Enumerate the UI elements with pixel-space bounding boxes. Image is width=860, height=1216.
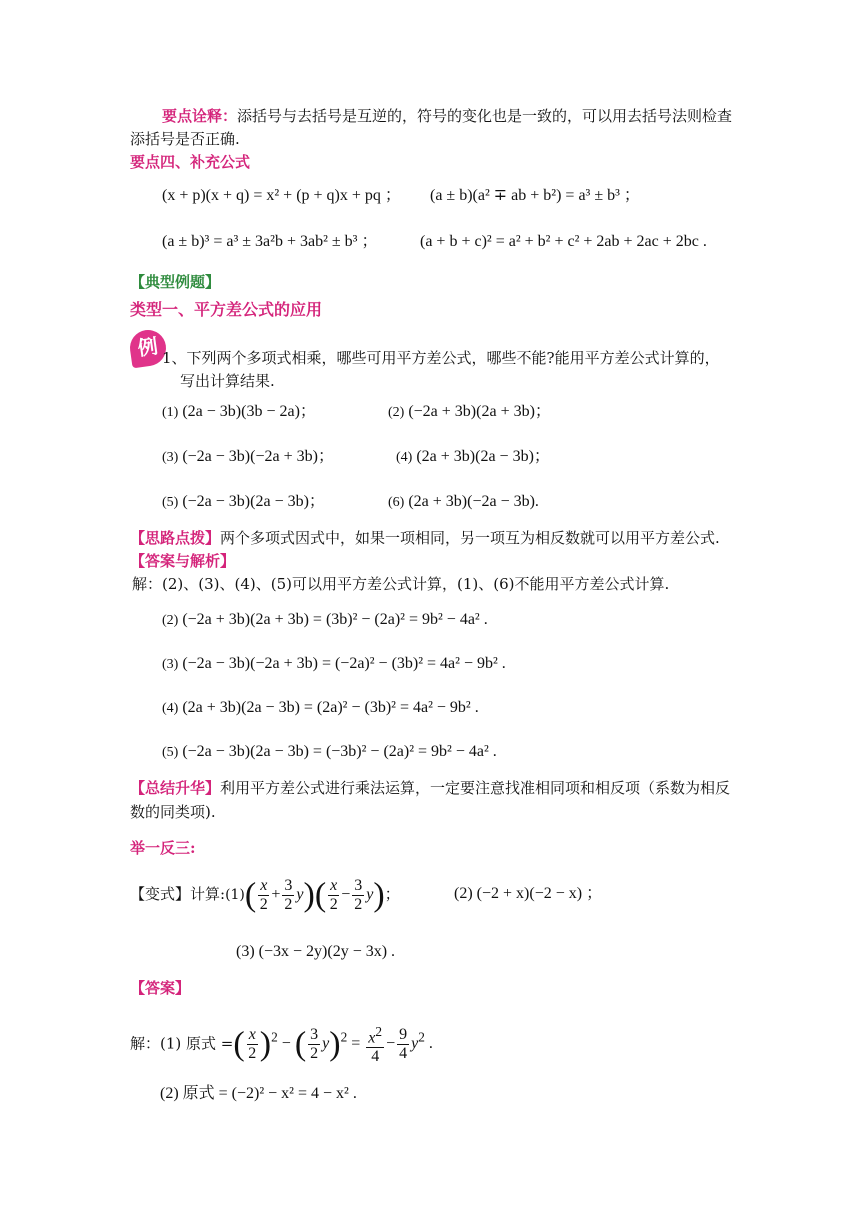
example-item-2: (2) (−2a + 3b)(2a + 3b)； (388, 403, 551, 420)
formula-line1a: (x + p)(x + q) = x² + (p + q)x + pq ； (162, 187, 401, 204)
summary-line1 (130, 776, 730, 800)
solution-5: (5) (−2a − 3b)(2a − 3b) = (−3b)² − (2a)² = 9b² − 4a² . (162, 743, 497, 760)
answer2-line1-expr: ( $\frac{x}{2}$ )$^2$ − ( $\frac{3}{2}$ y)$^2$ = $\frac{x^2}{4}$ − $\frac{9}{4}$ $y^2$ . (233, 1023, 433, 1066)
example-item-3: (3) (−2a − 3b)(−2a + 3b)； (162, 448, 334, 465)
variant-line1: 【变式】计算:(1)( $\frac{x}{2}$ + $\frac{3}{2}$ y)( $\frac{x}{2}$ − $\frac{3}{2}$ y)； (130, 876, 400, 914)
solution-2: (2) (−2a + 3b)(2a + 3b) = (3b)² − (2a)² = 9b² − 4a² . (162, 611, 488, 628)
summary-text1: 利用平方差公式进行乘法运算，一定要注意找准相同项和相反项（系数为相反 (220, 779, 731, 797)
example1-line2: 写出计算结果. (180, 372, 275, 390)
example-item-6: (6) (2a + 3b)(−2a − 3b). (388, 493, 539, 510)
variant-item2: (2) (−2 + x)(−2 − x) ； (454, 885, 603, 902)
answer-label: 【答案与解析】 (130, 552, 236, 570)
solution-intro: 解：(2)、(3)、(4)、(5)可以用平方差公式计算，(1)、(6)不能用平方差公式计算. (132, 575, 670, 593)
answer2-label: 【答案】 (130, 979, 191, 997)
solution-4: (4) (2a + 3b)(2a − 3b) = (2a)² − (3b)² = 4a² − 9b² . (162, 699, 479, 716)
hint-text: 两个多项式因式中，如果一项相同，另一项互为相反数就可以用平方差公式. (220, 529, 720, 547)
formula-line2a: (a ± b)³ = a³ ± 3a²b + 3ab² ± b³ ； (162, 233, 378, 250)
section-title: 要点四、补充公式 (130, 153, 251, 171)
example-item-4: (4) (2a + 3b)(2a − 3b)； (396, 448, 550, 465)
keypoint-note-label: 要点诠释： (162, 107, 238, 125)
summary-text2: 数的同类项). (130, 803, 216, 821)
variant-label: 【变式】计算: (130, 885, 226, 903)
formula-line1b: (a ± b)(a² ∓ ab + b²) = a³ ± b³ ； (430, 187, 640, 204)
formula-line2b: (a + b + c)² = a² + b² + c² + 2ab + 2ac + 2bc . (420, 233, 707, 250)
hint-label: 【思路点拨】 (130, 529, 221, 547)
example-badge: 例 (128, 328, 169, 369)
solution-3: (3) (−2a − 3b)(−2a + 3b) = (−2a)² − (3b)² = 4a² − 9b² . (162, 655, 506, 672)
summary-label: 【总结升华】 (130, 779, 221, 797)
example-item-5: (5) (−2a − 3b)(2a − 3b)； (162, 493, 325, 510)
practice-label: 举一反三: (130, 839, 196, 857)
type1-title: 类型一、平方差公式的应用 (130, 300, 323, 319)
example1-line1: 1、下列两个多项式相乘，哪些可用平方差公式，哪些不能?能用平方差公式计算的， (162, 349, 720, 367)
example-item-1: (1) (2a − 3b)(3b − 2a)； (162, 403, 316, 420)
keypoint-note-line1 (162, 104, 732, 128)
answer2-line1: 解：(1) 原式 =( $\frac{x}{2}$ )$^2$ − ( $\frac{3}{2}$ y)$^2$ = $\frac{x^2}{4}$ − $\frac{9}{4}$ $y^2$ . (130, 1023, 433, 1066)
variant-item1-expr: ( $\frac{x}{2}$ + $\frac{3}{2}$ y)( $\frac{x}{2}$ − $\frac{3}{2}$ y) (244, 876, 385, 914)
typical-examples-heading: 【典型例题】 (130, 273, 221, 291)
hint-line (130, 526, 720, 550)
keypoint-note-text2: 添括号是否正确. (130, 130, 240, 148)
variant-item3: (3) (−3x − 2y)(2y − 3x) . (236, 943, 396, 960)
keypoint-note-text1: 添括号与去括号是互逆的，符号的变化也是一致的，可以用去括号法则检查 (237, 107, 733, 125)
answer2-line2: (2) 原式 = (−2)² − x² = 4 − x² . (160, 1085, 357, 1102)
